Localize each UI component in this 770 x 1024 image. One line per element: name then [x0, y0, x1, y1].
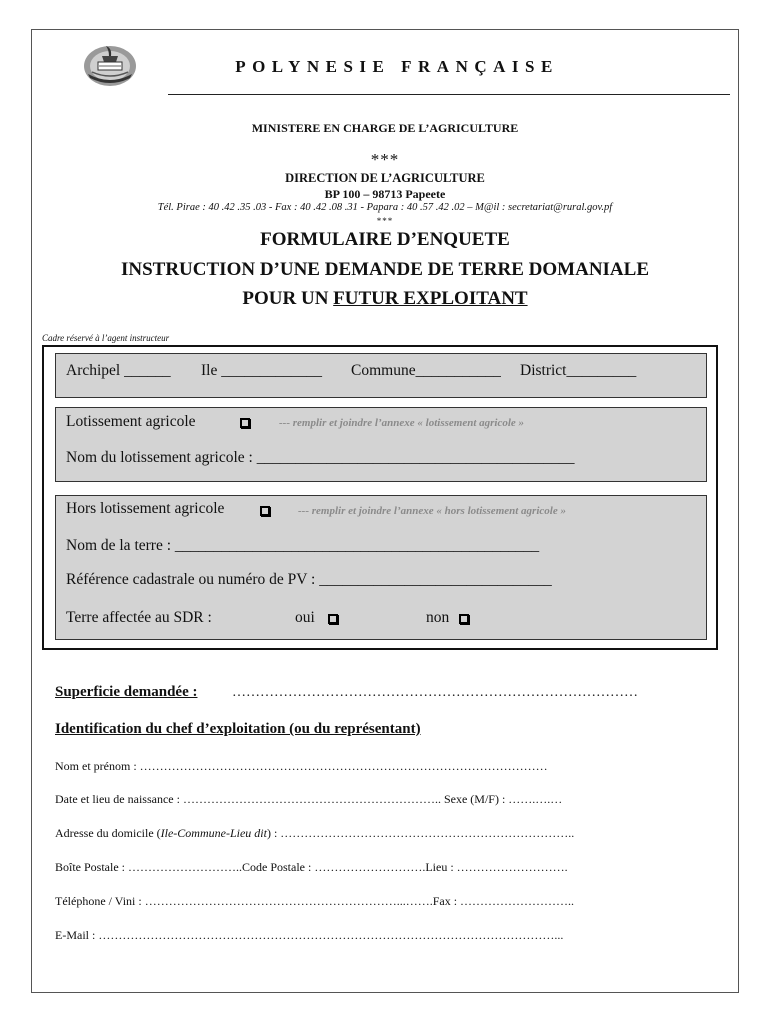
- hors-lotissement-hint: --- remplir et joindre l’annexe « hors lotissement agricole »: [298, 505, 566, 517]
- nom-prenom-field[interactable]: Nom et prénom : …………………………………………………………………………………………: [55, 759, 548, 773]
- separator-stars: ***: [370, 150, 400, 169]
- lotissement-checkbox[interactable]: [240, 418, 250, 428]
- contact-line: Tél. Pirae : 40 .42 .35 .03 - Fax : 40 .42 .08 .31 - Papara : 40 .57 .42 .02 – M@il : secretariat@rural.gov.pf: [157, 202, 613, 213]
- ministry-name: MINISTERE EN CHARGE DE L’AGRICULTURE: [251, 121, 519, 135]
- archipel-field[interactable]: Archipel ______: [66, 362, 171, 379]
- postal-address: BP 100 – 98713 Papeete: [324, 187, 446, 201]
- country-title: POLYNESIE FRANÇAISE: [235, 57, 559, 76]
- identification-title: Identification du chef d’exploitation (ou du représentant): [55, 721, 421, 737]
- adresse-field[interactable]: [55, 826, 574, 841]
- superficie-label: Superficie demandée :: [55, 684, 198, 700]
- sdr-oui-checkbox[interactable]: [328, 614, 338, 624]
- sdr-non-label: non: [426, 609, 450, 626]
- agent-box-caption: Cadre réservé à l’agent instructeur: [42, 333, 170, 343]
- ile-field[interactable]: Ile _____________: [201, 362, 322, 379]
- boite-postale-field[interactable]: Boîte Postale : ………………………..Code Postale : ……………………….Lieu : ……………………….: [55, 860, 568, 874]
- lotissement-hint: --- remplir et joindre l’annexe « lotissement agricole »: [279, 417, 525, 429]
- sdr-label: Terre affectée au SDR :: [66, 609, 212, 626]
- form-subtitle: INSTRUCTION D’UNE DEMANDE DE TERRE DOMANIALE: [120, 259, 649, 280]
- adresse-suffix: ) : ………………………………………………………………..: [266, 826, 575, 840]
- header-rule: [168, 94, 730, 95]
- sdr-oui-label: oui: [295, 609, 315, 626]
- hors-lotissement-checkbox[interactable]: [260, 506, 270, 516]
- district-field[interactable]: District_________: [520, 362, 637, 379]
- lotissement-name-field[interactable]: Nom du lotissement agricole : _________________________________________: [66, 449, 575, 466]
- direction-name: DIRECTION DE L’AGRICULTURE: [285, 171, 485, 185]
- cadastre-field[interactable]: Référence cadastrale ou numéro de PV : ______________________________: [66, 571, 552, 588]
- form-subtitle-2: [0, 288, 770, 310]
- futur-exploitant-text: FUTUR EXPLOITANT: [333, 288, 528, 309]
- terre-name-field[interactable]: Nom de la terre : _______________________________________________: [66, 537, 540, 554]
- separator-stars-small: ***: [376, 216, 394, 226]
- pour-un-text: POUR UN: [242, 288, 329, 309]
- email-field[interactable]: E-Mail : ……………………………………………………………………………………………………...: [55, 928, 564, 942]
- form-title: FORMULAIRE D’ENQUETE: [260, 229, 510, 250]
- superficie-field[interactable]: ……………………………………………………………………………: [232, 685, 638, 700]
- naissance-field[interactable]: Date et lieu de naissance : ……………………………………………………….. Sexe (M/F) : …….….…: [55, 792, 563, 806]
- sdr-non-checkbox[interactable]: [459, 614, 469, 624]
- commune-field[interactable]: Commune___________: [351, 362, 501, 379]
- lotissement-label: Lotissement agricole: [66, 413, 196, 430]
- hors-lotissement-label: Hors lotissement agricole: [66, 500, 225, 517]
- telephone-field[interactable]: Téléphone / Vini : ………………………………………………………...…….Fax : ………………………..: [55, 894, 575, 908]
- adresse-italic: Ile-Commune-Lieu dit: [160, 826, 267, 840]
- adresse-prefix: Adresse du domicile (: [55, 826, 161, 840]
